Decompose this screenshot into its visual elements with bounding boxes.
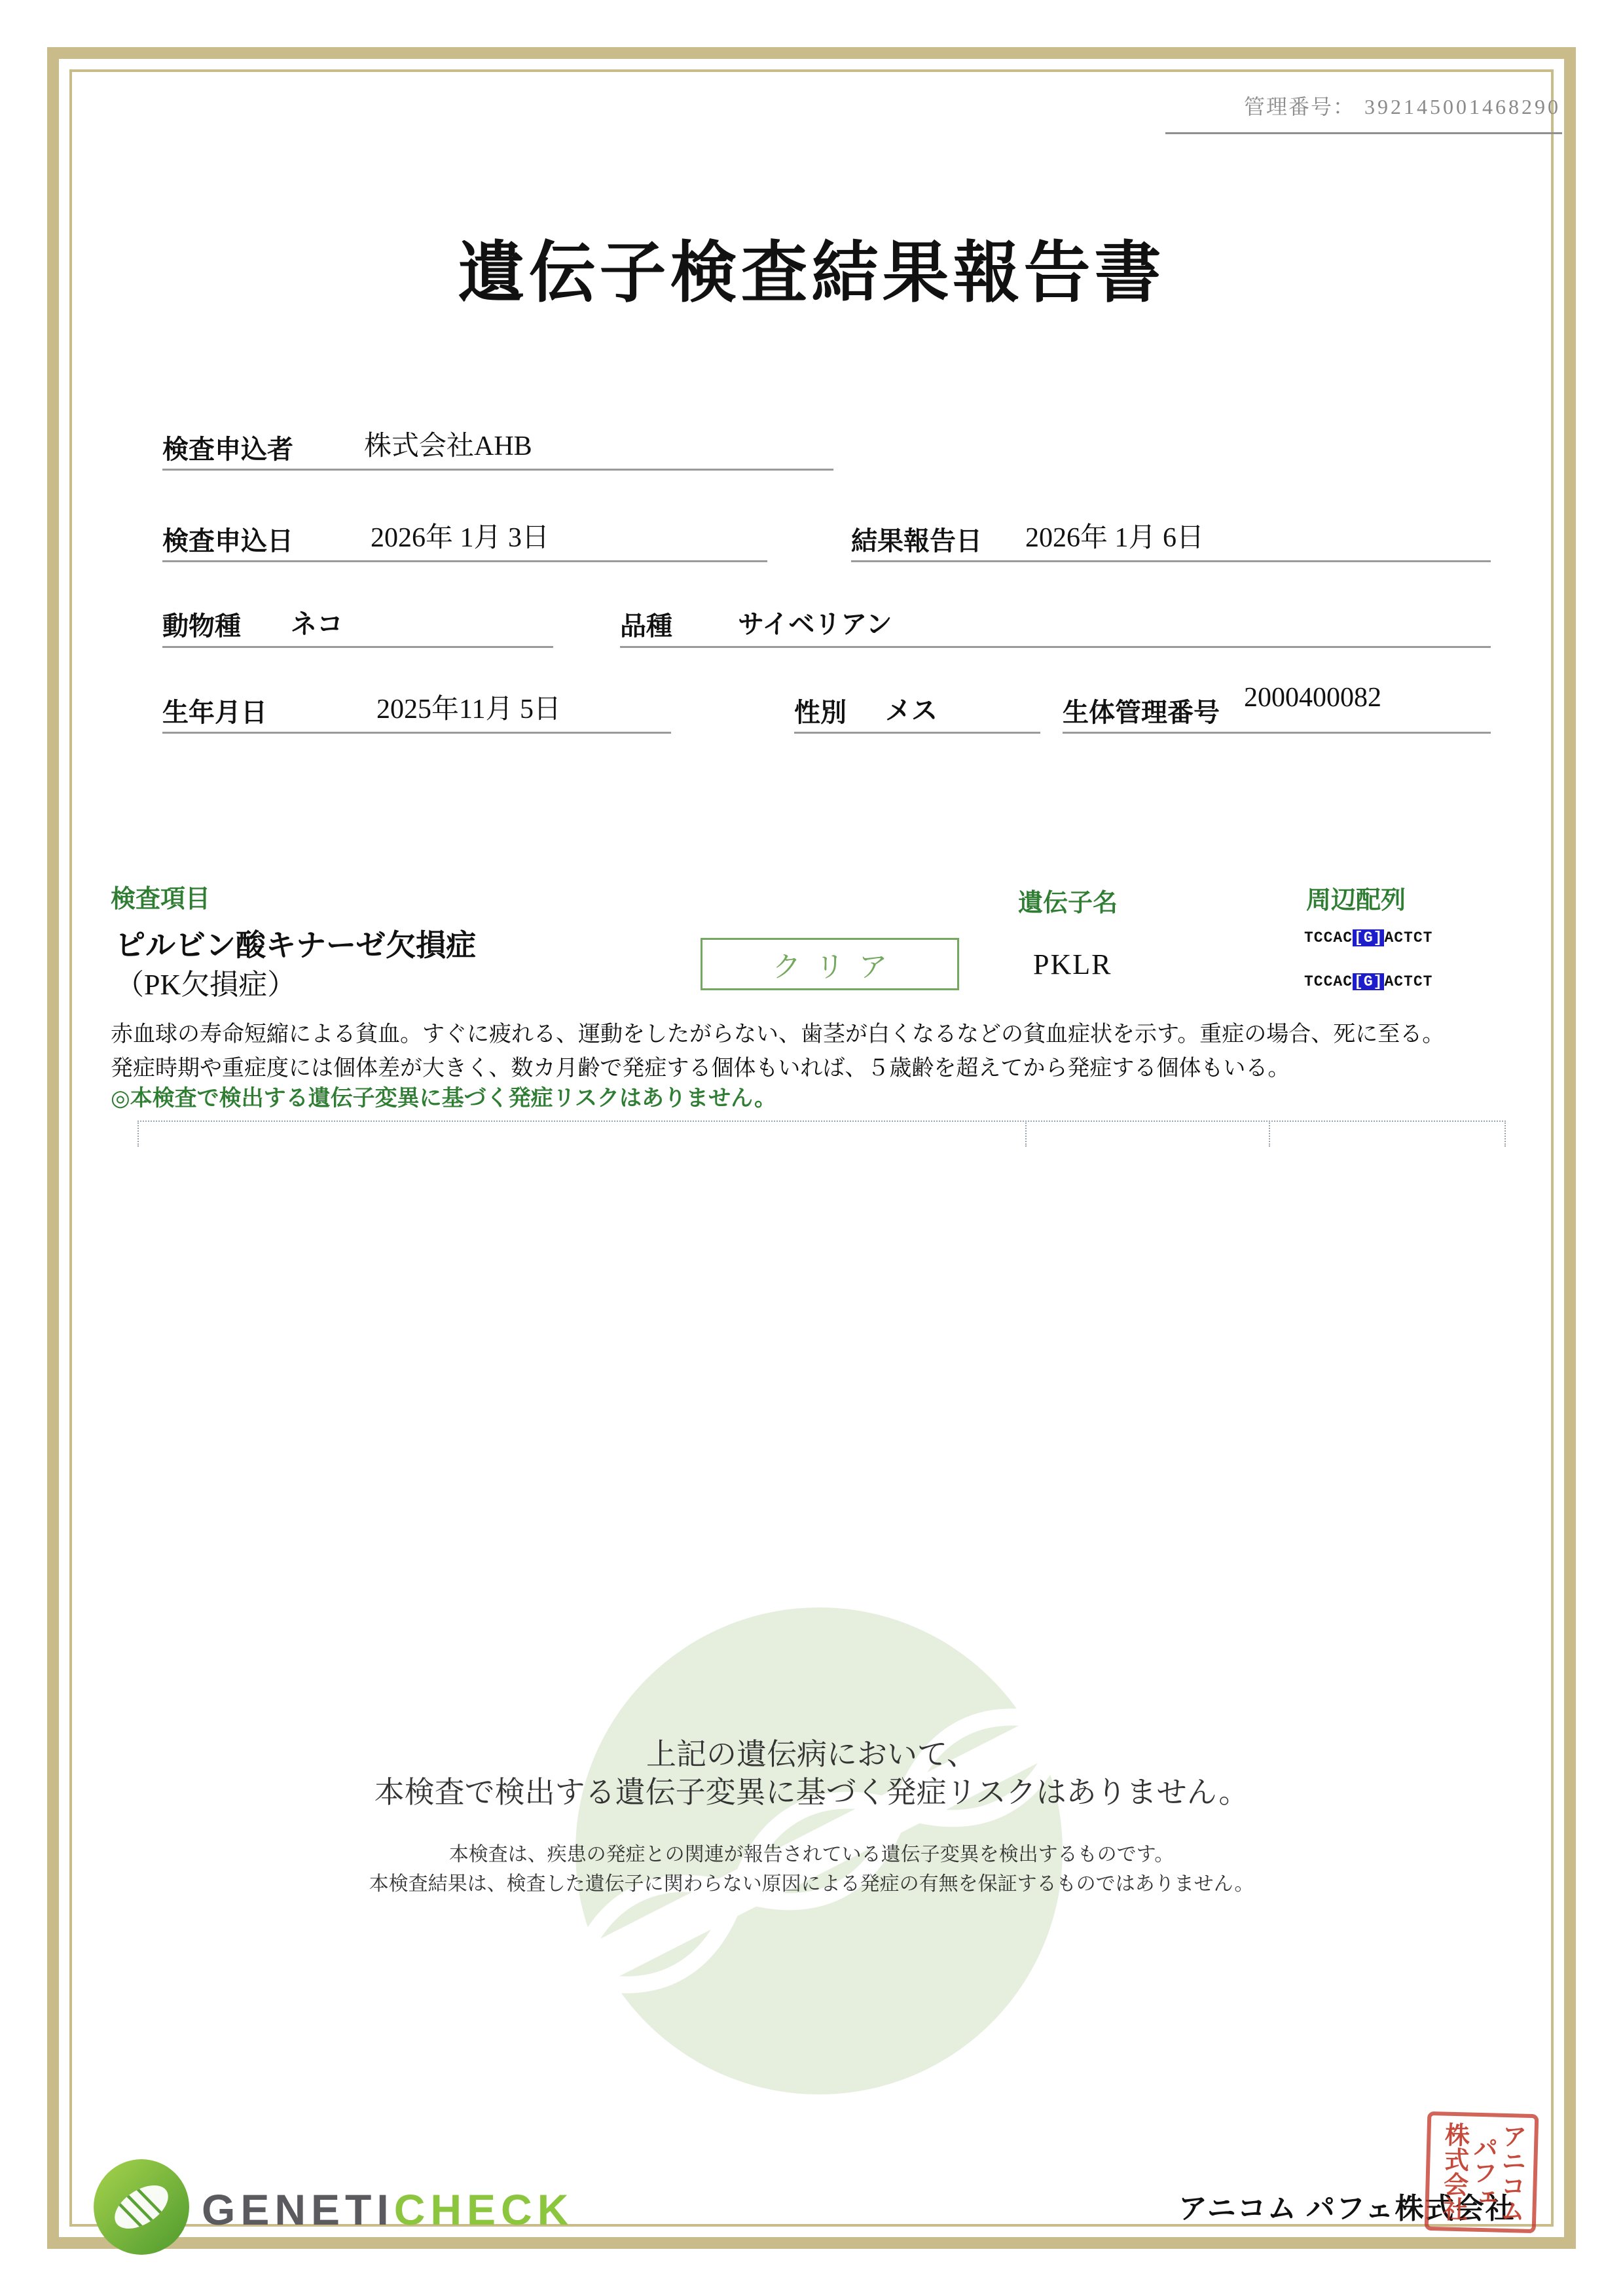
bio-number-label: 生体管理番号 <box>1063 698 1220 727</box>
applicant-label: 検査申込者 <box>162 435 293 464</box>
breed-underline <box>620 646 1491 648</box>
control-number <box>1244 90 1561 120</box>
disease-description-line2: 発症時期や重症度には個体差が大きく、数カ月齢で発症する個体もいれば、５歳齢を超えてから発症する個体もいる。 <box>111 1056 1290 1081</box>
sequence-variant: [G] <box>1354 929 1383 946</box>
application-date-label: 検査申込日 <box>162 526 293 556</box>
sequence-suffix: ACTCT <box>1384 929 1433 946</box>
report-date-underline <box>851 560 1491 562</box>
species-underline <box>162 646 553 648</box>
control-number-value: 392145001468290 <box>1364 95 1561 118</box>
applicant-underline <box>162 469 833 471</box>
seal-column: アニコム <box>1495 2123 1526 2223</box>
dotted-table-divider <box>1269 1121 1270 1147</box>
summary-note-2: 本検査結果は、検査した遺伝子に関わらない原因による発症の有無を保証するものではありません。 <box>369 1873 1254 1895</box>
dotted-table-divider <box>1504 1121 1506 1147</box>
sequence-header: 周辺配列 <box>1306 887 1406 914</box>
sequence-row-2 <box>1304 973 1432 990</box>
geneticheck-logo-text <box>202 2185 574 2234</box>
gene-name-header: 遺伝子名 <box>1018 889 1118 917</box>
applicant-value: 株式会社AHB <box>364 431 532 461</box>
seal-column: パフェ <box>1467 2134 1497 2210</box>
risk-note: ◎本検査で検出する遺伝子変異に基づく発症リスクはありません。 <box>111 1086 777 1111</box>
disease-description-line1: 赤血球の寿命短縮による貧血。すぐに疲れる、運動をしたがらない、歯茎が白くなるなどの貧血症状を示す。重症の場合、死に至る。 <box>111 1022 1445 1047</box>
company-seal-text <box>1437 2117 1525 2227</box>
birth-date-label: 生年月日 <box>162 698 267 727</box>
sequence-variant: [G] <box>1354 973 1383 990</box>
summary-line-2: 本検査で検出する遺伝子変異に基づく発症リスクはありません。 <box>374 1775 1249 1809</box>
geneticheck-logo-icon <box>92 2157 191 2257</box>
breed-value: サイベリアン <box>738 610 892 639</box>
test-item-subname: （PK欠損症） <box>115 969 297 1001</box>
sex-underline <box>794 732 1040 734</box>
application-date-underline <box>162 560 767 562</box>
bio-number-underline <box>1063 732 1491 734</box>
result-status-label: クリア <box>772 951 902 983</box>
control-number-underline <box>1165 132 1562 134</box>
sex-label: 性別 <box>794 698 847 727</box>
sequence-prefix: TCCAC <box>1304 929 1353 946</box>
dotted-table-top-border <box>137 1121 1506 1122</box>
seal-column: 株式会社 <box>1438 2121 1469 2222</box>
logo-text-geneti: GENETI <box>202 2185 394 2234</box>
control-number-label: 管理番号： <box>1243 95 1355 118</box>
sex-value: メス <box>885 696 938 725</box>
result-status-box <box>701 938 959 990</box>
company-name: アニコム パフェ株式会社 <box>1178 2193 1516 2225</box>
logo-text-check: CHECK <box>393 2185 574 2234</box>
birth-date-underline <box>162 732 671 734</box>
bio-number-value: 2000400082 <box>1244 683 1381 713</box>
page-title: 遺伝子検査結果報告書 <box>458 237 1165 311</box>
test-item-header: 検査項目 <box>111 886 211 913</box>
application-date-value: 2026年 1月 3日 <box>371 523 550 553</box>
report-date-label: 結果報告日 <box>851 526 982 556</box>
sequence-suffix: ACTCT <box>1384 973 1433 990</box>
sequence-prefix: TCCAC <box>1304 973 1353 990</box>
report-date-value: 2026年 1月 6日 <box>1025 523 1205 553</box>
species-value: ネコ <box>291 610 343 639</box>
dotted-table-divider <box>1025 1121 1027 1147</box>
dotted-table-divider <box>137 1121 139 1147</box>
summary-line-1: 上記の遺伝病において、 <box>646 1737 977 1771</box>
species-label: 動物種 <box>162 611 241 641</box>
birth-date-value: 2025年11月 5日 <box>376 694 561 725</box>
sequence-row-1 <box>1304 929 1432 946</box>
company-seal <box>1425 2111 1539 2233</box>
breed-label: 品種 <box>620 611 672 641</box>
summary-note-1: 本検査は、疾患の発症との関連が報告されている遺伝子変異を検出するものです。 <box>448 1844 1175 1865</box>
test-item-name: ピルビン酸キナーゼ欠損症 <box>115 929 477 962</box>
gene-name-value: PKLR <box>1033 948 1112 980</box>
